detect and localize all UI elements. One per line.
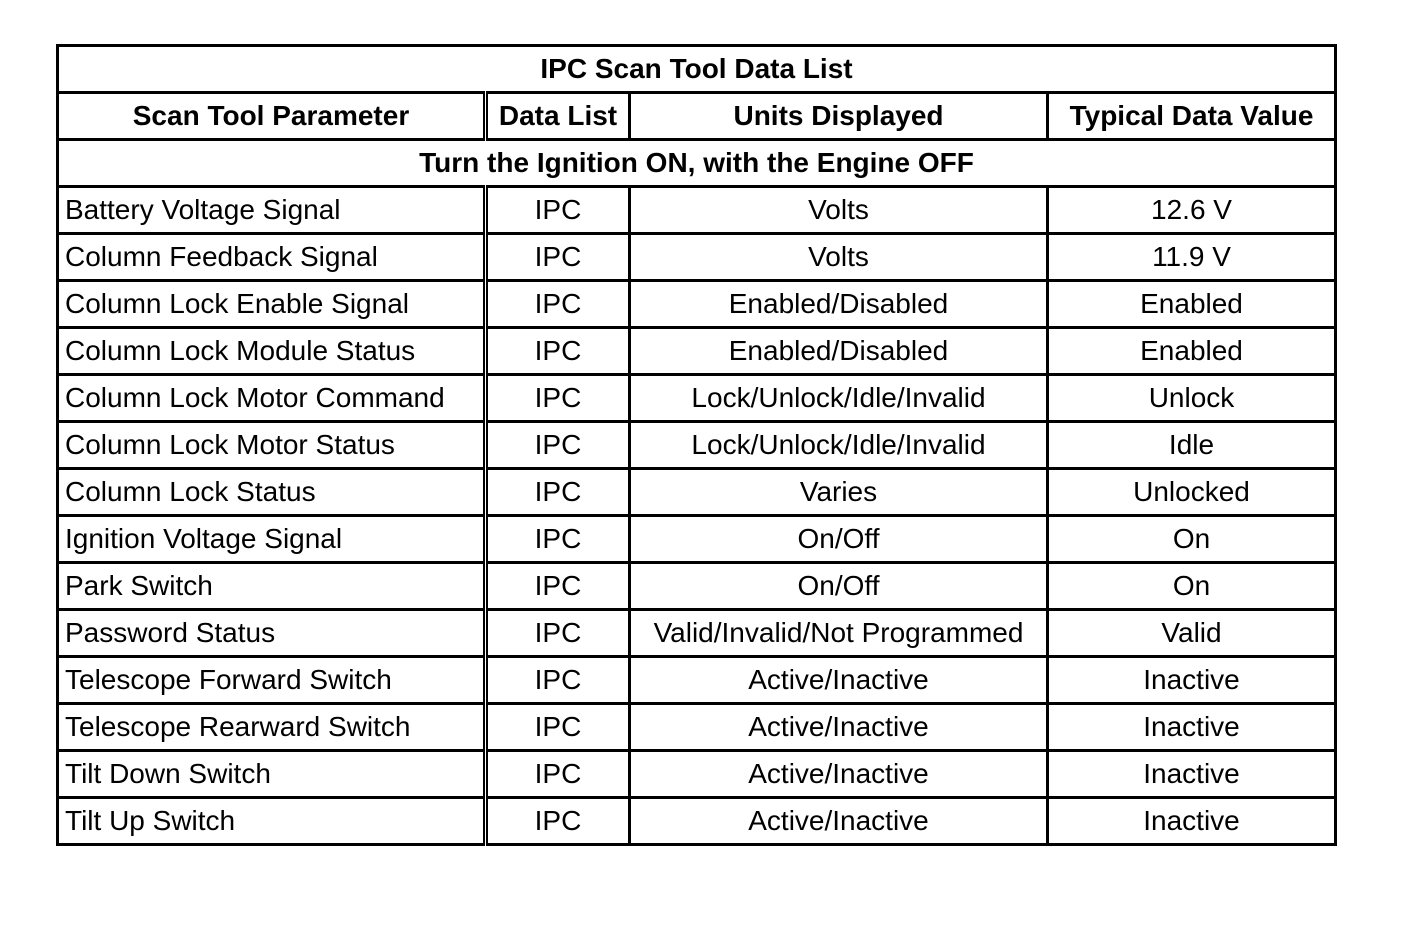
cell-parameter: Ignition Voltage Signal: [58, 516, 486, 563]
cell-typical-data-value: On: [1048, 516, 1336, 563]
cell-data-list: IPC: [486, 422, 630, 469]
cell-typical-data-value: Enabled: [1048, 281, 1336, 328]
cell-parameter: Password Status: [58, 610, 486, 657]
cell-units-displayed: Active/Inactive: [630, 751, 1048, 798]
cell-data-list: IPC: [486, 610, 630, 657]
cell-typical-data-value: Inactive: [1048, 751, 1336, 798]
cell-typical-data-value: Inactive: [1048, 657, 1336, 704]
cell-parameter: Telescope Forward Switch: [58, 657, 486, 704]
cell-parameter: Column Lock Enable Signal: [58, 281, 486, 328]
header-data-list: Data List: [486, 93, 630, 140]
cell-units-displayed: On/Off: [630, 563, 1048, 610]
cell-data-list: IPC: [486, 798, 630, 845]
cell-parameter: Telescope Rearward Switch: [58, 704, 486, 751]
cell-parameter: Park Switch: [58, 563, 486, 610]
cell-data-list: IPC: [486, 375, 630, 422]
table-row: [58, 610, 1336, 657]
cell-data-list: IPC: [486, 328, 630, 375]
cell-units-displayed: Active/Inactive: [630, 704, 1048, 751]
header-scan-tool-parameter: Scan Tool Parameter: [58, 93, 486, 140]
cell-units-displayed: Varies: [630, 469, 1048, 516]
cell-typical-data-value: On: [1048, 563, 1336, 610]
cell-units-displayed: Lock/Unlock/Idle/Invalid: [630, 422, 1048, 469]
cell-typical-data-value: 12.6 V: [1048, 187, 1336, 234]
cell-data-list: IPC: [486, 281, 630, 328]
cell-typical-data-value: Inactive: [1048, 704, 1336, 751]
scan-tool-data-table: [56, 44, 1337, 846]
table-row: [58, 751, 1336, 798]
cell-data-list: IPC: [486, 187, 630, 234]
table-row: [58, 375, 1336, 422]
cell-units-displayed: Enabled/Disabled: [630, 328, 1048, 375]
cell-data-list: IPC: [486, 751, 630, 798]
table-title: IPC Scan Tool Data List: [58, 46, 1336, 93]
cell-units-displayed: Active/Inactive: [630, 657, 1048, 704]
cell-parameter: Column Lock Module Status: [58, 328, 486, 375]
table-header-row: [58, 93, 1336, 140]
cell-data-list: IPC: [486, 704, 630, 751]
cell-parameter: Battery Voltage Signal: [58, 187, 486, 234]
cell-data-list: IPC: [486, 516, 630, 563]
table-row: [58, 563, 1336, 610]
table-row: [58, 798, 1336, 845]
table-row: [58, 657, 1336, 704]
cell-parameter: Column Lock Motor Status: [58, 422, 486, 469]
table-row: [58, 328, 1336, 375]
cell-units-displayed: Active/Inactive: [630, 798, 1048, 845]
cell-data-list: IPC: [486, 234, 630, 281]
cell-data-list: IPC: [486, 469, 630, 516]
cell-units-displayed: On/Off: [630, 516, 1048, 563]
cell-units-displayed: Lock/Unlock/Idle/Invalid: [630, 375, 1048, 422]
header-units-displayed: Units Displayed: [630, 93, 1048, 140]
cell-typical-data-value: 11.9 V: [1048, 234, 1336, 281]
table-row: [58, 422, 1336, 469]
cell-parameter: Column Lock Status: [58, 469, 486, 516]
section-row: [58, 140, 1336, 187]
cell-parameter: Column Feedback Signal: [58, 234, 486, 281]
cell-units-displayed: Valid/Invalid/Not Programmed: [630, 610, 1048, 657]
cell-typical-data-value: Inactive: [1048, 798, 1336, 845]
table-row: [58, 516, 1336, 563]
cell-typical-data-value: Enabled: [1048, 328, 1336, 375]
table-row: [58, 469, 1336, 516]
cell-parameter: Column Lock Motor Command: [58, 375, 486, 422]
cell-typical-data-value: Unlocked: [1048, 469, 1336, 516]
cell-data-list: IPC: [486, 563, 630, 610]
table-row: [58, 234, 1336, 281]
cell-parameter: Tilt Down Switch: [58, 751, 486, 798]
cell-parameter: Tilt Up Switch: [58, 798, 486, 845]
cell-data-list: IPC: [486, 657, 630, 704]
table-row: [58, 187, 1336, 234]
table-row: [58, 704, 1336, 751]
table-title-row: [58, 46, 1336, 93]
header-typical-data-value: Typical Data Value: [1048, 93, 1336, 140]
cell-typical-data-value: Unlock: [1048, 375, 1336, 422]
cell-typical-data-value: Idle: [1048, 422, 1336, 469]
cell-units-displayed: Volts: [630, 234, 1048, 281]
cell-units-displayed: Enabled/Disabled: [630, 281, 1048, 328]
table-row: [58, 281, 1336, 328]
section-title: Turn the Ignition ON, with the Engine OFF: [58, 140, 1336, 187]
cell-typical-data-value: Valid: [1048, 610, 1336, 657]
cell-units-displayed: Volts: [630, 187, 1048, 234]
